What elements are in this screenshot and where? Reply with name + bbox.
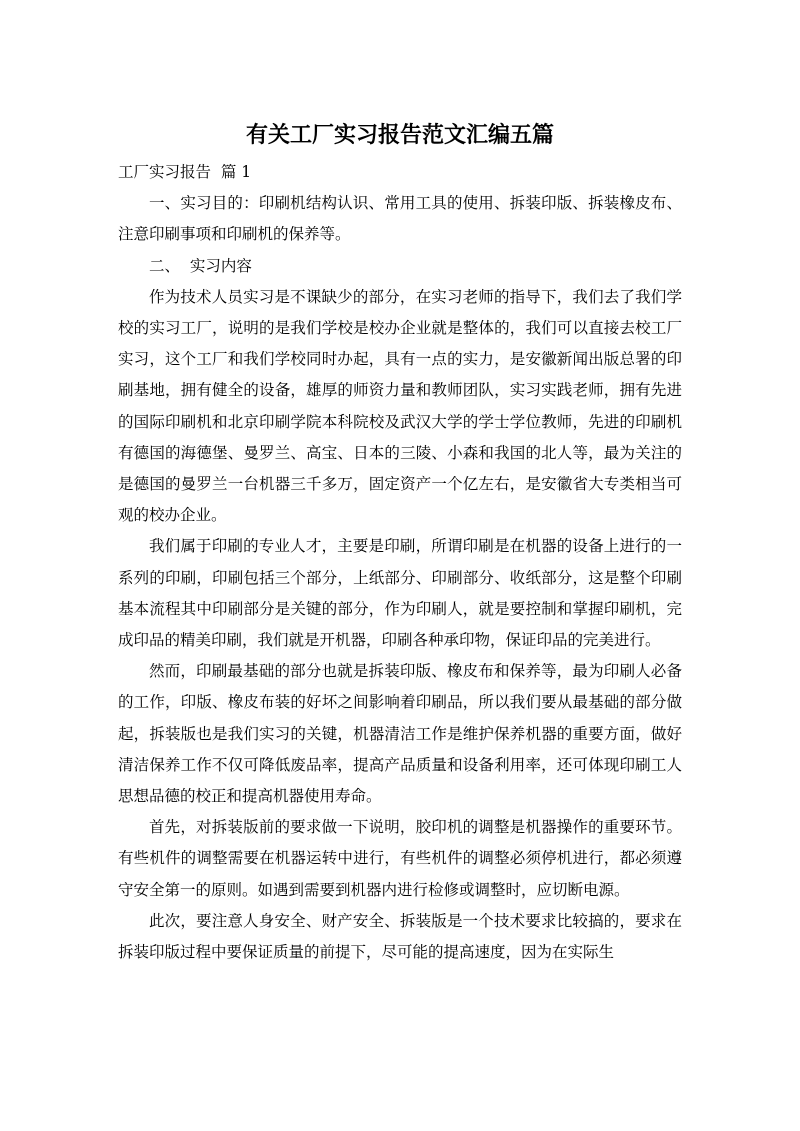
paragraph-requirements: 首先，对拆装版前的要求做一下说明，胶印机的调整是机器操作的重要环节。有些机件的调整需要在机器运转中进行，有些机件的调整必须停机进行，都必须遵守安全第一的原则。如遇到需要到机器内进行检修或调整时，应切断电源。	[118, 818, 682, 899]
paragraph-basics: 然而，印刷最基础的部分也就是拆装印版、橡皮布和保养等，最为印刷人必备的工作，印版、橡皮布装的好坏之间影响着印刷品，所以我们要从最基础的部分做起，拆装版也是我们实习的关键，机器清洁工作是维护保养机器的重要方面，做好清洁保养工作不仅可降低废品率，提高产品质量和设备利用率，还可体现印刷工人思想品德的校正和提高机器使用寿命。	[118, 662, 682, 806]
paragraph-safety: 此次，要注意人身安全、财产安全、拆装版是一个技术要求比较搞的，要求在拆装印版过程中要保证质量的前提下，尽可能的提高速度，因为在实际生	[118, 911, 682, 962]
paragraph-factory-intro: 作为技术人员实习是不课缺少的部分，在实习老师的指导下，我们去了我们学校的实习工厂，说明的是我们学校是校办企业就是整体的，我们可以直接去校工厂实习，这个工厂和我们学校同时办起，具有一点的实力，是安徽新闻出版总署的印刷基地，拥有健全的设备，雄厚的师资力量和教师团队，实习实践老师，拥有先进的国际印刷机和北京印刷学院本科院校及武汉大学的学士学位教师，先进的印刷机有德国的海德堡、曼罗兰、高宝、日本的三陵、小森和我国的北人等，最为关注的是德国的曼罗兰一台机器三千多万，固定资产一个亿左右，是安徽省大专类相当可观的校办企业。	[118, 287, 682, 525]
document-body	[118, 157, 682, 968]
paragraph-printing-professionals: 我们属于印刷的专业人才，主要是印刷，所谓印刷是在机器的设备上进行的一系列的印刷，印刷包括三个部分，上纸部分、印刷部分、收纸部分，这是整个印刷基本流程其中印刷部分是关键的部分，作为印刷人，就是要控制和掌握印刷机，完成印品的精美印刷，我们就是开机器，印刷各种承印物，保证印品的完美进行。	[118, 537, 682, 650]
paragraph-purpose: 一、实习目的：印刷机结构认识、常用工具的使用、拆装印版、拆装橡皮布、注意印刷事项和印刷机的保养等。	[118, 194, 682, 244]
paragraph-content-heading: 二、 实习内容	[149, 256, 252, 275]
section-heading: 工厂实习报告 篇 1	[118, 163, 252, 181]
document-title: 有关工厂实习报告范文汇编五篇	[245, 123, 554, 148]
